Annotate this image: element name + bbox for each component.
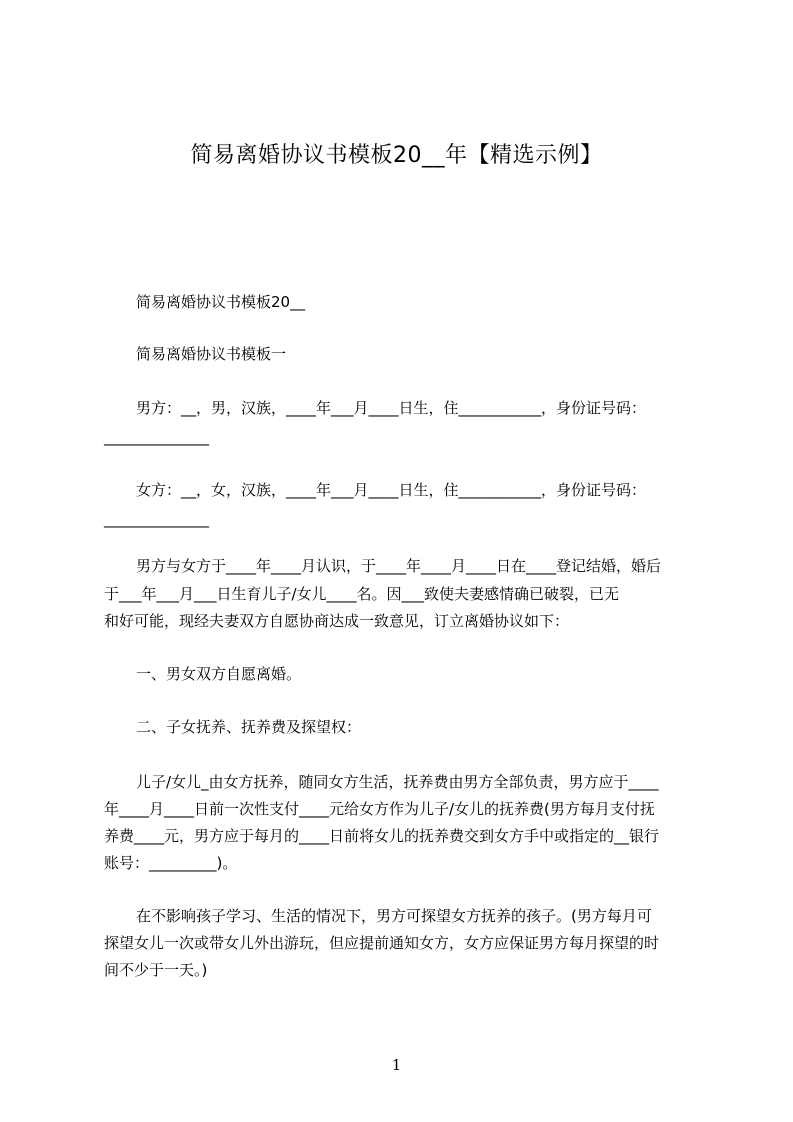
visit-paragraph-line-3: 间不少于一天。) <box>104 961 208 979</box>
female-party-line-1: 女方：__，女，汉族，____年___月____日生，住___________，身份证号码： <box>136 481 647 499</box>
custody-paragraph-line-4: 账号：_________)。 <box>104 854 238 872</box>
page-title: 简易离婚协议书模板20__年【精选示例】 <box>190 143 603 168</box>
subheading-template-one: 简易离婚协议书模板一 <box>136 345 287 363</box>
visit-paragraph-line-2: 探望女儿一次或带女儿外出游玩，但应提前通知女方，女方应保证男方每月探望的时 <box>104 934 660 952</box>
subheading-template-year: 简易离婚协议书模板20__ <box>136 293 306 311</box>
custody-paragraph-line-3: 养费____元，男方应于每月的____日前将女儿的抚养费交到女方手中或指定的__银行 <box>104 827 660 845</box>
custody-paragraph-line-2: 年____月____日前一次性支付____元给女方作为儿子/女儿的抚养费(男方每月支付抚 <box>104 800 655 818</box>
marriage-paragraph-line-2: 于___年___月___日生育儿子/女儿____名。因___致使夫妻感情确已破裂，已无 <box>104 585 620 603</box>
marriage-paragraph-line-1: 男方与女方于____年____月认识，于____年____月____日在____登记结婚，婚后 <box>136 557 662 575</box>
male-party-line-2: ______________ <box>104 428 209 446</box>
female-party-line-2: ______________ <box>104 510 209 528</box>
page-number: 1 <box>391 1056 402 1074</box>
visit-paragraph-line-1: 在不影响孩子学习、生活的情况下，男方可探望女方抚养的孩子。(男方每月可 <box>136 907 652 925</box>
marriage-paragraph-line-3: 和好可能，现经夫妻双方自愿协商达成一致意见，订立离婚协议如下： <box>104 612 570 630</box>
clause-one: 一、男女双方自愿离婚。 <box>136 665 302 683</box>
male-party-line-1: 男方：__，男，汉族，____年___月____日生，住___________，身份证号码： <box>136 399 647 417</box>
clause-two: 二、子女抚养、抚养费及探望权： <box>136 718 362 736</box>
custody-paragraph-line-1: 儿子/女儿_由女方抚养，随同女方生活，抚养费由男方全部负责，男方应于____ <box>136 773 659 791</box>
